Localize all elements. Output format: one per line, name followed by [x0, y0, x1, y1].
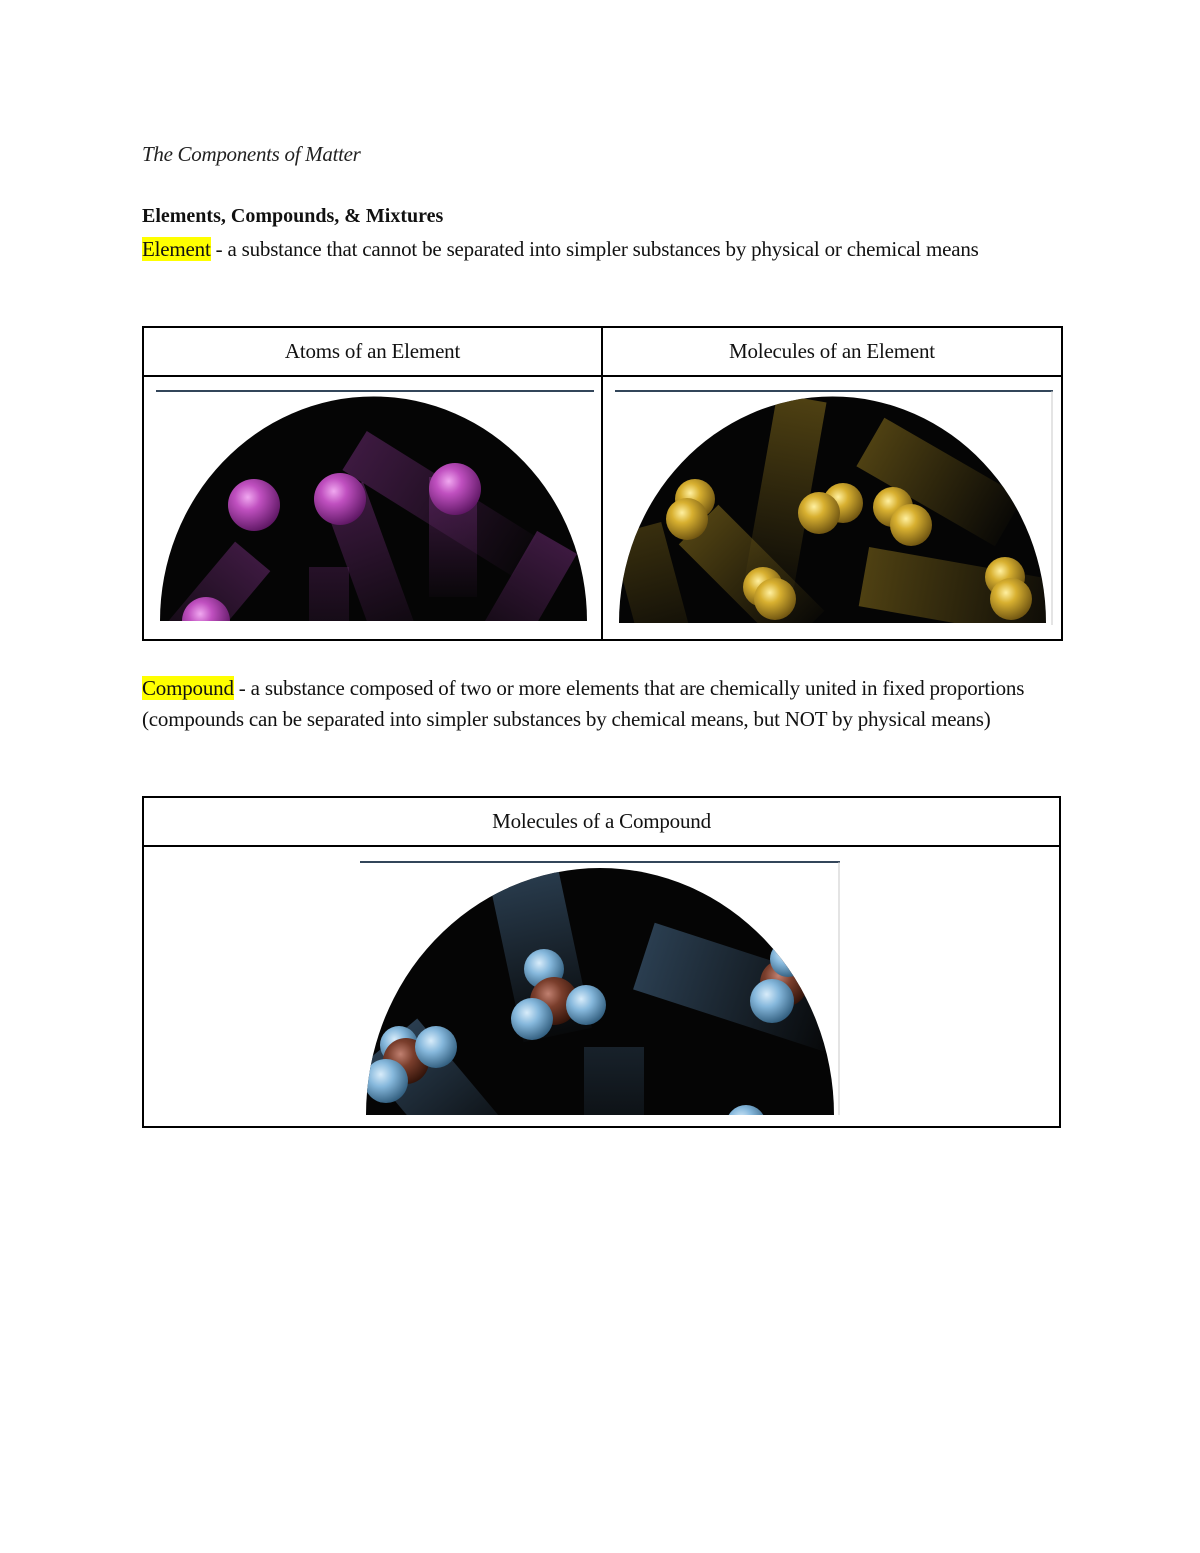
atoms-of-element-header: Atoms of an Element [284, 339, 461, 363]
element-table [142, 326, 1063, 641]
gold-molecule [798, 492, 840, 534]
molecules-of-element-image [603, 377, 1061, 639]
molecules-of-compound-header: Molecules of a Compound [492, 809, 711, 833]
molecules-of-compound-image [144, 847, 1059, 1126]
document-title: The Components of Matter [142, 142, 361, 166]
gold-molecule [990, 578, 1032, 620]
element-term: Element [142, 237, 211, 261]
gold-molecule [754, 578, 796, 620]
compound-term: Compound [142, 676, 234, 700]
atoms-of-element-image [144, 377, 601, 639]
section-heading: Elements, Compounds, & Mixtures [142, 205, 444, 227]
blue-brown-molecule [364, 1059, 408, 1103]
gold-molecule [890, 504, 932, 546]
element-definition-text: - a substance that cannot be separated into simpler substances by physical or chemical means [210, 237, 979, 261]
molecules-of-element-header: Molecules of an Element [729, 339, 935, 363]
compound-table [142, 796, 1061, 1128]
purple-atom [314, 473, 366, 525]
blue-brown-molecule [566, 985, 606, 1025]
compound-definition [142, 673, 1057, 735]
element-definition [142, 234, 1057, 265]
purple-atom [228, 479, 280, 531]
compound-definition-text: - a substance composed of two or more elements that are chemically united in fixed proportions (compounds can be separated into simpler substances by chemical means, but NOT by physical means) [142, 676, 1025, 731]
blue-brown-molecule [750, 979, 794, 1023]
gold-molecule [666, 498, 708, 540]
purple-atom [429, 463, 481, 515]
